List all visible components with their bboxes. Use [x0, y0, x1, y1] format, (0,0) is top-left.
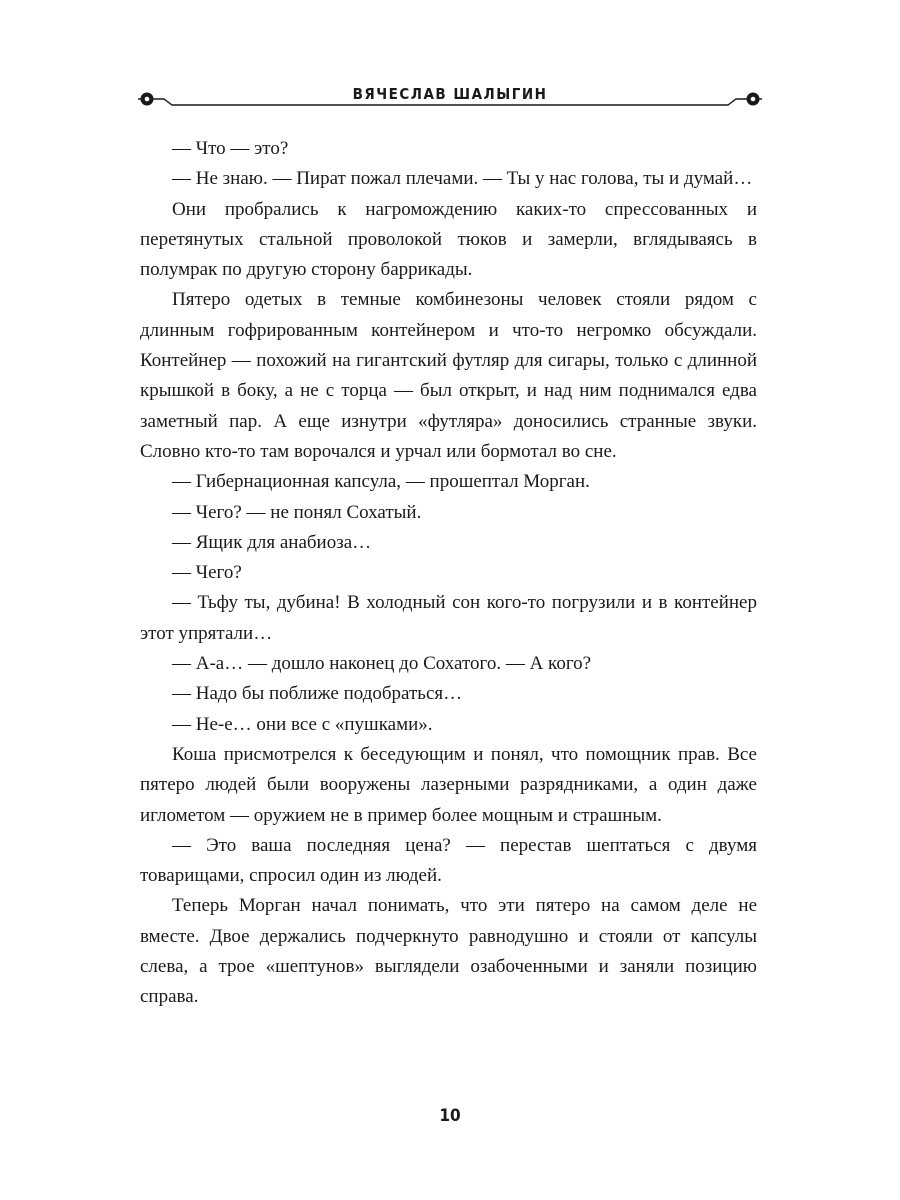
paragraph: Они пробрались к нагромождению каких-то спрессованных и перетянутых стальной проволокой тюков и замерли, вглядываясь в полумрак по другую сторону баррикады.: [140, 198, 757, 281]
paragraph: — Это ваша последняя цена? — перестав шептаться с двумя товарищами, спросил один из людей.: [140, 834, 757, 887]
paragraph: — Чего? — не понял Сохатый.: [172, 501, 422, 523]
paragraph: Пятеро одетых в темные комбинезоны человек стояли рядом с длинным гофрированным контейнером и что-то негромко обсуждали. Контейнер — похожий на гигантский футляр для сигары, только с длинной крышкой в боку, а не с торца — был открыт, и над ним поднимался едва заметный пар. А еще изнутри «футляра» доносились странные звуки. Словно кто-то там ворочался и урчал или бормотал во сне.: [140, 289, 757, 462]
paragraph: — Не знаю. — Пират пожал плечами. — Ты у нас голова, ты и думай…: [172, 168, 753, 190]
paragraph: — А-а… — дошло наконец до Сохатого. — А кого?: [172, 653, 592, 675]
paragraph: — Надо бы поближе подобраться…: [172, 683, 463, 705]
paragraph: — Тьфу ты, дубина! В холодный сон кого-то погрузили и в контейнер этот упрятали…: [140, 592, 757, 644]
page-body: [140, 134, 757, 1013]
running-header: [138, 84, 762, 114]
paragraph: — Что — это?: [172, 138, 289, 159]
paragraph: Теперь Морган начал понимать, что эти пятеро на самом деле не вместе. Двое держались подчеркнуто равнодушно и стояли от капсулы слева, а трое «шептунов» выглядели озабоченными и заняли позицию справа.: [140, 895, 757, 1008]
paragraph: Коша присмотрелся к беседующим и понял, что помощник прав. Все пятеро людей были вооружены лазерными разрядниками, а один даже иглометом — оружием не в пример более мощным и страшным.: [140, 743, 757, 826]
paragraph: — Не-е… они все с «пушками».: [172, 713, 433, 735]
paragraph: — Чего?: [172, 562, 242, 584]
page-number: 10: [439, 1106, 461, 1126]
paragraph: — Гибернационная капсула, — прошептал Морган.: [172, 471, 590, 493]
paragraph: — Ящик для анабиоза…: [172, 531, 372, 553]
author-name: ВЯЧЕСЛАВ ШАЛЫГИН: [352, 85, 548, 103]
